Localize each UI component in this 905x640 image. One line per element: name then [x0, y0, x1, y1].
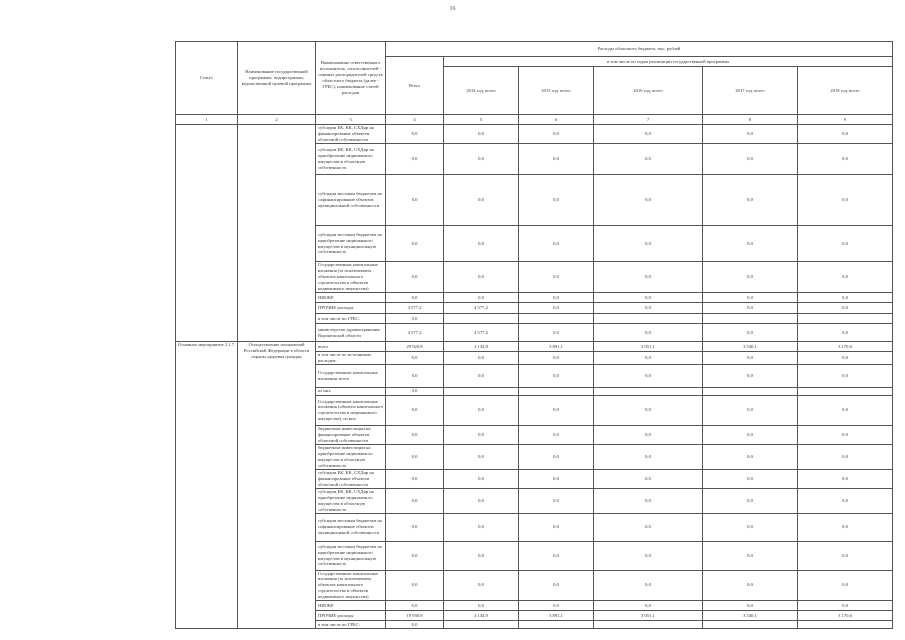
value-cell: 0,0: [386, 621, 444, 629]
column-number: 9: [798, 115, 893, 125]
value-cell: 0,0: [519, 469, 594, 488]
value-cell: 0,0: [519, 513, 594, 541]
expense-source-label: министерство здравоохранения Воронежской области: [316, 324, 386, 342]
value-cell: 0,0: [386, 570, 444, 601]
value-cell: 0,0: [519, 395, 594, 425]
column-number: 5: [444, 115, 519, 125]
value-cell: 0,0: [519, 541, 594, 570]
expense-source-label: субсидии местным бюджетам на приобретение недвижимого имущества в муниципальную собственность: [316, 541, 386, 570]
header-total: Всего: [386, 57, 444, 115]
value-cell: 0,0: [519, 144, 594, 175]
value-cell: 0,0: [386, 469, 444, 488]
value-cell: 0,0: [444, 513, 519, 541]
expense-source-label: в том числе по ГРБС:: [316, 314, 386, 324]
value-cell: 0,0: [519, 570, 594, 601]
value-cell: [444, 314, 519, 324]
value-cell: 0,0: [519, 293, 594, 303]
header-year: 2017 год, всего: [703, 67, 798, 115]
value-cell: 0,0: [519, 352, 594, 365]
value-cell: 0,0: [703, 352, 798, 365]
value-cell: 0,0: [594, 541, 703, 570]
expense-source-label: НИОКР: [316, 293, 386, 303]
expense-source-label: Государственные капитальные вложения, всего: [316, 364, 386, 387]
column-number: 1: [176, 115, 238, 125]
value-cell: 0,0: [444, 175, 519, 226]
value-cell: 0,0: [703, 364, 798, 387]
value-cell: 0,0: [798, 570, 893, 601]
value-cell: [798, 387, 893, 395]
expense-source-label: субсидии местным бюджетам на софинансирование объектов муниципальной собственности: [316, 513, 386, 541]
value-cell: 0,0: [444, 352, 519, 365]
value-cell: 0,0: [594, 425, 703, 444]
value-cell: 0,0: [386, 262, 444, 293]
value-cell: 3 051,1: [594, 342, 703, 352]
expenditure-table-scan: [175, 41, 892, 627]
value-cell: 0,0: [386, 226, 444, 262]
header-program-name: Наименование государственной программы, подпрограммы, ведомственной целевой программы: [238, 42, 316, 115]
value-cell: 0,0: [444, 425, 519, 444]
value-cell: [703, 314, 798, 324]
value-cell: 0,0: [444, 488, 519, 513]
value-cell: 0,0: [594, 175, 703, 226]
column-number: 6: [519, 115, 594, 125]
expense-source-label: субсидии ЕК, КК, СХДнр на приобретение недвижимого имущества в областную собственность: [316, 488, 386, 513]
expense-source-label: ПРОЧИЕ расходы: [316, 303, 386, 314]
expense-source-label: из них: [316, 387, 386, 395]
value-cell: 0,0: [703, 303, 798, 314]
value-cell: 0,0: [703, 444, 798, 469]
value-cell: 0,0: [444, 262, 519, 293]
value-cell: 0,0: [594, 601, 703, 611]
value-cell: [444, 387, 519, 395]
value-cell: 0,0: [703, 175, 798, 226]
value-cell: 0,0: [798, 469, 893, 488]
expense-source-label: субсидии ЕК, КК, СХДнр на финансирование объектов областной собственности: [316, 469, 386, 488]
value-cell: 0,0: [594, 570, 703, 601]
value-cell: 0,0: [386, 513, 444, 541]
value-cell: 0,0: [519, 364, 594, 387]
value-cell: 3 540,1: [703, 611, 798, 621]
value-cell: 0,0: [798, 395, 893, 425]
value-cell: 0,0: [798, 364, 893, 387]
value-cell: 0,0: [386, 125, 444, 144]
value-cell: 0,0: [594, 488, 703, 513]
column-number: 2: [238, 115, 316, 125]
value-cell: 3 170,6: [798, 611, 893, 621]
value-cell: 0,0: [798, 324, 893, 342]
value-cell: 3 891,1: [519, 611, 594, 621]
value-cell: 0,0: [519, 425, 594, 444]
value-cell: 0,0: [798, 293, 893, 303]
value-cell: [594, 387, 703, 395]
value-cell: 0,0: [594, 303, 703, 314]
page-number: 16: [449, 6, 456, 12]
status-cell-empty: [176, 125, 238, 342]
value-cell: 0,0: [444, 364, 519, 387]
expense-source-label: бюджетные инвестиции на приобретение недвижимого имущества в областную собственность: [316, 444, 386, 469]
value-cell: 0,0: [444, 226, 519, 262]
column-number: 7: [594, 115, 703, 125]
value-cell: 0,0: [798, 352, 893, 365]
expense-source-label: Государственные капитальные вложения (за исключением объектов капитального строительства и объектов недвижимого имущества): [316, 570, 386, 601]
value-cell: 3 134,9: [444, 611, 519, 621]
expense-source-label: Государственные капитальные вложения (объекты капитального строительства и недвижимого имущества), из них: [316, 395, 386, 425]
value-cell: 0,0: [703, 395, 798, 425]
value-cell: 0,0: [703, 541, 798, 570]
column-number: 4: [386, 115, 444, 125]
value-cell: 0,0: [594, 262, 703, 293]
value-cell: [703, 387, 798, 395]
value-cell: 0,0: [703, 488, 798, 513]
value-cell: 0,0: [594, 444, 703, 469]
value-cell: 29 920,8: [386, 342, 444, 352]
value-cell: [703, 621, 798, 629]
program-name-cell-empty: [238, 125, 316, 342]
expense-source-label: НИОКР: [316, 601, 386, 611]
value-cell: 0,0: [798, 226, 893, 262]
value-cell: 0,0: [594, 513, 703, 541]
value-cell: 3 134,9: [444, 342, 519, 352]
event-name: Осуществление полномочий Российской Федерации в области охраны здоровья граждан: [238, 342, 316, 629]
value-cell: 0,0: [444, 469, 519, 488]
value-cell: 4 577,2: [444, 303, 519, 314]
header-expenditures: Расходы областного бюджета, тыс. рублей: [386, 42, 893, 57]
value-cell: [444, 621, 519, 629]
header-source: Наименование ответственного исполнителя, соисполнителей - главных распорядителей средств областного бюджета (далее - ГРБС), наименование статей расходов: [316, 42, 386, 115]
value-cell: 0,0: [594, 324, 703, 342]
expense-source-label: в том числе по ГРБС:: [316, 621, 386, 629]
value-cell: 0,0: [386, 387, 444, 395]
column-number: 8: [703, 115, 798, 125]
value-cell: 0,0: [519, 444, 594, 469]
expense-source-label: всего: [316, 342, 386, 352]
value-cell: 0,0: [703, 513, 798, 541]
value-cell: 0,0: [519, 175, 594, 226]
header-year: 2014 год, всего: [444, 67, 519, 115]
value-cell: 0,0: [386, 395, 444, 425]
expense-source-label: субсидии местным бюджетам на софинансирование объектов муниципальной собственности: [316, 175, 386, 226]
table-row: [176, 342, 893, 352]
value-cell: 0,0: [386, 293, 444, 303]
value-cell: 0,0: [386, 541, 444, 570]
value-cell: 3 891,1: [519, 342, 594, 352]
value-cell: [519, 314, 594, 324]
value-cell: 0,0: [386, 314, 444, 324]
value-cell: 0,0: [703, 425, 798, 444]
value-cell: 3 540,1: [703, 342, 798, 352]
expense-source-label: субсидии ЕК, КК, СХДнр на приобретение недвижимого имущества в областную собственность: [316, 144, 386, 175]
value-cell: 0,0: [519, 488, 594, 513]
value-cell: 0,0: [798, 444, 893, 469]
value-cell: 0,0: [444, 293, 519, 303]
value-cell: 0,0: [798, 425, 893, 444]
value-cell: 0,0: [386, 352, 444, 365]
value-cell: 0,0: [519, 303, 594, 314]
value-cell: [798, 314, 893, 324]
value-cell: 0,0: [798, 144, 893, 175]
header-year: 2016 год, всего: [594, 67, 703, 115]
value-cell: 0,0: [594, 352, 703, 365]
value-cell: 0,0: [444, 395, 519, 425]
value-cell: 0,0: [703, 226, 798, 262]
value-cell: 0,0: [444, 144, 519, 175]
value-cell: 19 930,8: [386, 611, 444, 621]
value-cell: 4 577,2: [386, 324, 444, 342]
value-cell: 0,0: [444, 570, 519, 601]
value-cell: 0,0: [703, 601, 798, 611]
value-cell: 0,0: [519, 324, 594, 342]
value-cell: 0,0: [594, 469, 703, 488]
value-cell: 0,0: [519, 125, 594, 144]
value-cell: 0,0: [798, 488, 893, 513]
expense-source-label: ПРОЧИЕ расходы: [316, 611, 386, 621]
value-cell: 0,0: [594, 395, 703, 425]
value-cell: 0,0: [386, 425, 444, 444]
value-cell: 0,0: [594, 364, 703, 387]
header-year: 2018 год, всего: [798, 67, 893, 115]
column-number: 3: [316, 115, 386, 125]
value-cell: 0,0: [444, 601, 519, 611]
value-cell: 0,0: [519, 601, 594, 611]
value-cell: 0,0: [798, 175, 893, 226]
expenditure-table: [175, 41, 893, 629]
value-cell: 0,0: [703, 469, 798, 488]
event-status: Основное мероприятие 2.1.7.: [176, 342, 238, 629]
value-cell: 0,0: [798, 262, 893, 293]
value-cell: 0,0: [594, 226, 703, 262]
value-cell: 0,0: [703, 262, 798, 293]
value-cell: 0,0: [519, 262, 594, 293]
header-status: Статус: [176, 42, 238, 115]
expense-source-label: в том числе по источникам расходов:: [316, 352, 386, 365]
value-cell: 0,0: [444, 125, 519, 144]
value-cell: [519, 387, 594, 395]
header-by-years: в том числе по годам реализации государственной программы: [444, 57, 893, 67]
value-cell: 3 051,1: [594, 611, 703, 621]
header-year: 2015 год, всего: [519, 67, 594, 115]
value-cell: 0,0: [703, 570, 798, 601]
value-cell: 0,0: [386, 175, 444, 226]
value-cell: 4 577,2: [386, 303, 444, 314]
value-cell: 0,0: [798, 303, 893, 314]
value-cell: 0,0: [386, 444, 444, 469]
value-cell: 0,0: [594, 144, 703, 175]
value-cell: 0,0: [594, 125, 703, 144]
table-row: [176, 125, 893, 144]
value-cell: 0,0: [386, 144, 444, 175]
value-cell: 0,0: [386, 601, 444, 611]
value-cell: [594, 314, 703, 324]
value-cell: 0,0: [703, 324, 798, 342]
value-cell: 0,0: [386, 364, 444, 387]
value-cell: 0,0: [798, 125, 893, 144]
value-cell: 0,0: [703, 144, 798, 175]
value-cell: 0,0: [798, 541, 893, 570]
value-cell: 0,0: [386, 488, 444, 513]
value-cell: 0,0: [703, 125, 798, 144]
value-cell: 0,0: [594, 293, 703, 303]
value-cell: [798, 621, 893, 629]
expense-source-label: субсидии ЕК, КК, СХДнр на финансирование объектов областной собственности: [316, 125, 386, 144]
value-cell: 0,0: [798, 513, 893, 541]
value-cell: 0,0: [519, 226, 594, 262]
value-cell: 0,0: [444, 444, 519, 469]
value-cell: 0,0: [703, 293, 798, 303]
value-cell: 4 577,2: [444, 324, 519, 342]
expense-source-label: бюджетные инвестиции на финансирование объектов областной собственности: [316, 425, 386, 444]
expense-source-label: субсидии местным бюджетам на приобретение недвижимого имущества в муниципальную собственность: [316, 226, 386, 262]
expense-source-label: Государственные капитальные вложения (за исключением объектов капитального строительства и объектов недвижимого имущества): [316, 262, 386, 293]
value-cell: 0,0: [444, 541, 519, 570]
value-cell: [519, 621, 594, 629]
value-cell: [594, 621, 703, 629]
value-cell: 0,0: [798, 601, 893, 611]
value-cell: 3 170,6: [798, 342, 893, 352]
